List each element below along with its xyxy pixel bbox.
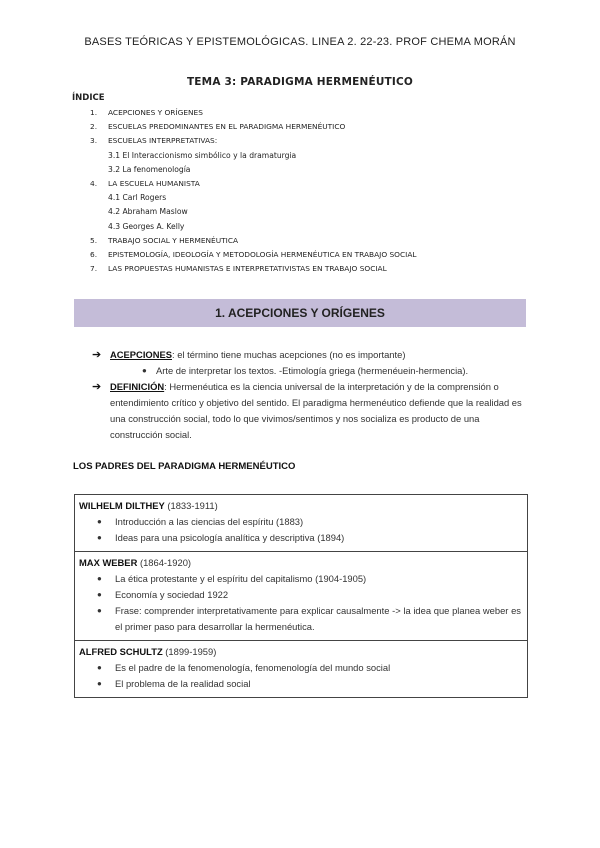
arrow-list-item [92, 379, 528, 443]
term-acepciones: ACEPCIONES [110, 349, 172, 360]
acepciones-text: : el término tiene muchas acepciones (no es importante) [172, 349, 406, 360]
term-definicion: DEFINICIÓN [110, 381, 165, 392]
list-item: ● Introducción a las ciencias del espíritu (1883) [79, 514, 521, 530]
toc-item[interactable] [90, 177, 530, 191]
toc-text: LA ESCUELA HUMANISTA [108, 179, 200, 189]
toc-text: ACEPCIONES Y ORÍGENES [108, 108, 203, 117]
toc-subitem[interactable] [90, 149, 530, 163]
document-title: TEMA 3: PARADIGMA HERMENÉUTICO [186, 76, 414, 88]
toc-number: 3. [90, 136, 98, 146]
author-years: (1864-1920) [137, 557, 192, 568]
bullet-dot-icon: ● [97, 606, 102, 615]
toc-number: 4. [90, 179, 98, 189]
toc-subitem[interactable] [90, 163, 530, 177]
section-heading-banner [74, 299, 526, 327]
toc-item[interactable] [90, 248, 530, 262]
list-item: ● El problema de la realidad social [79, 676, 521, 692]
toc-text: 4.3 Georges A. Kelly [108, 221, 185, 231]
author-name: ALFRED SCHULTZ [79, 646, 163, 657]
toc-subitem[interactable] [90, 220, 530, 234]
bullet-dot-icon: ● [97, 517, 102, 526]
arrow-list-item [92, 347, 528, 363]
toc-item[interactable] [90, 120, 530, 134]
bullet-dot-icon: ● [97, 533, 102, 542]
bullet-dot-icon: ● [97, 574, 102, 583]
section-content [92, 347, 528, 443]
acepciones-subtext: Arte de interpretar los textos. -Etimología griega (hermenéuein-hermencia). [156, 365, 469, 376]
arrow-right-icon: ➔ [92, 349, 102, 361]
section-heading: 1. ACEPCIONES Y ORÍGENES [215, 306, 385, 320]
arrow-right-icon: ➔ [92, 381, 102, 393]
authors-table [74, 494, 528, 698]
toc-text: EPISTEMOLOGÍA, IDEOLOGÍA Y METODOLOGÍA HERMENÉUTICA EN TRABAJO SOCIAL [108, 250, 417, 260]
index-label: ÍNDICE [72, 93, 105, 103]
author-cell [75, 552, 527, 641]
toc-item[interactable] [90, 134, 530, 148]
toc-number: 5. [90, 235, 98, 245]
table-of-contents [90, 106, 530, 276]
author-name: WILHELM DILTHEY [79, 500, 165, 511]
page-header: BASES TEÓRICAS Y EPISTEMOLÓGICAS. LINEA 2. 22-23. PROF CHEMA MORÁN [84, 36, 516, 48]
toc-item[interactable] [90, 262, 530, 276]
toc-item[interactable] [90, 234, 530, 248]
bullet-dot-icon: ● [142, 366, 147, 375]
toc-number: 7. [90, 264, 98, 274]
sub-list-item [92, 363, 528, 379]
definicion-text: : Hermenéutica es la ciencia universal de la interpretación y de la comprensión o entendimiento crítico y objetivo del sentido. El paradigma hermenéutico defiende que la realidad es una construcción social, todo lo que vivimos/sentimos y nos socializa es producto de una construcción social. [110, 381, 522, 440]
toc-subitem[interactable] [90, 191, 530, 205]
toc-subitem[interactable] [90, 205, 530, 219]
list-item: ● La ética protestante y el espíritu del capitalismo (1904-1905) [79, 571, 521, 587]
toc-text: 3.1 El Interaccionismo simbólico y la dramaturgia [108, 150, 297, 160]
list-item: ● Ideas para una psicología analítica y descriptiva (1894) [79, 530, 521, 546]
toc-text: ESCUELAS INTERPRETATIVAS: [108, 136, 218, 146]
toc-number: 1. [90, 108, 98, 117]
toc-number: 2. [90, 122, 98, 132]
list-item: ● Economía y sociedad 1922 [79, 587, 521, 603]
list-item: ● Frase: comprender interpretativamente para explicar causalmente -> la idea que planea weber es el primer paso para desarrollar la hermenéutica. [79, 603, 521, 635]
toc-text: 4.1 Carl Rogers [108, 193, 167, 203]
toc-item[interactable] [90, 106, 530, 120]
author-years: (1899-1959) [162, 646, 217, 657]
toc-number: 6. [90, 250, 98, 260]
toc-text: LAS PROPUESTAS HUMANISTAS E INTERPRETATIVISTAS EN TRABAJO SOCIAL [108, 264, 387, 274]
subsection-title: LOS PADRES DEL PARADIGMA HERMENÉUTICO [73, 461, 296, 472]
author-cell [75, 495, 527, 552]
toc-text: TRABAJO SOCIAL Y HERMENÉUTICA [108, 235, 239, 245]
bullet-dot-icon: ● [97, 679, 102, 688]
bullet-dot-icon: ● [97, 590, 102, 599]
list-item: ● Es el padre de la fenomenología, fenomenología del mundo social [79, 660, 521, 676]
toc-text: 3.2 La fenomenología [108, 164, 191, 174]
author-years: (1833-1911) [164, 500, 218, 511]
bullet-dot-icon: ● [97, 663, 102, 672]
author-name: MAX WEBER [79, 557, 138, 568]
author-cell [75, 641, 527, 697]
toc-text: ESCUELAS PREDOMINANTES EN EL PARADIGMA HERMENÉUTICO [108, 122, 346, 132]
toc-text: 4.2 Abraham Maslow [108, 207, 188, 217]
